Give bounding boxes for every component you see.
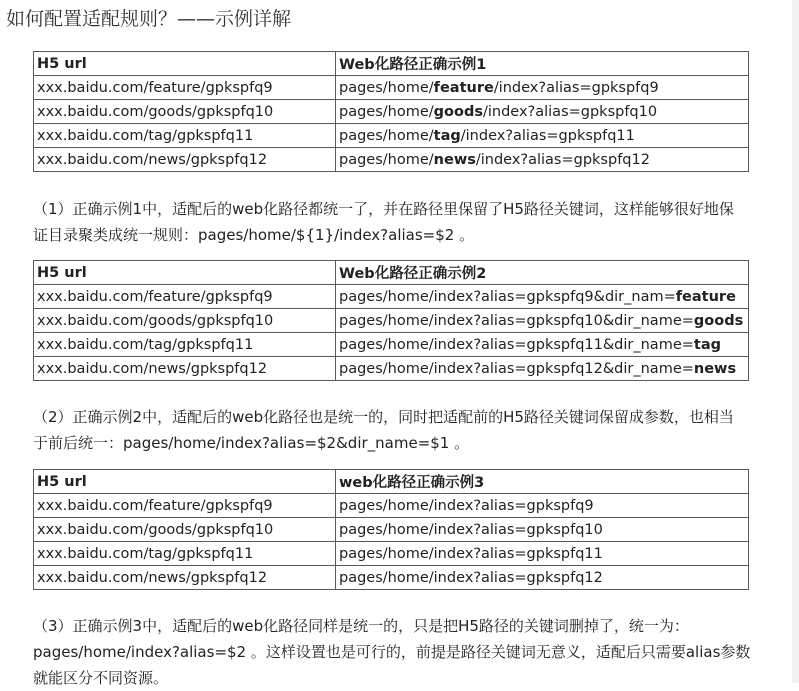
table-row [34, 566, 749, 590]
h5-url-cell: xxx.baidu.com/tag/gpkspfq11 [34, 542, 336, 566]
table-header-row [34, 470, 749, 494]
header-web-path: Web化路径正确示例1 [336, 52, 749, 76]
path-suffix: /index?alias=gpkspfq11 [460, 127, 635, 144]
web-path-cell [336, 285, 749, 309]
path-keyword: tag [693, 336, 721, 353]
page-title: 如何配置适配规则？——示例详解 [6, 8, 292, 30]
table-row [34, 333, 749, 357]
web-path-cell: pages/home/index?alias=gpkspfq11 [336, 542, 749, 566]
h5-url-cell: xxx.baidu.com/feature/gpkspfq9 [34, 76, 336, 100]
path-prefix: pages/home/ [339, 127, 434, 144]
path-suffix: /index?alias=gpkspfq9 [493, 79, 659, 96]
path-keyword: goods [693, 312, 744, 329]
web-path-cell: pages/home/index?alias=gpkspfq10 [336, 518, 749, 542]
h5-url-cell: xxx.baidu.com/news/gpkspfq12 [34, 566, 336, 590]
web-path-cell [336, 357, 749, 381]
paragraph-line: （2）正确示例2中，适配后的web化路径也是统一的，同时把适配前的H5路径关键词保留成参数，也相当 [33, 408, 734, 426]
web-path-cell [336, 309, 749, 333]
table-row [34, 76, 749, 100]
h5-url-cell: xxx.baidu.com/tag/gpkspfq11 [34, 124, 336, 148]
path-suffix: /index?alias=gpkspfq12 [475, 151, 650, 168]
paragraph-line: 证目录聚类成统一规则：pages/home/${1}/index?alias=$2 。 [33, 226, 475, 244]
header-h5-url: H5 url [34, 470, 336, 494]
path-prefix: pages/home/index?alias=gpkspfq10&dir_name= [339, 312, 694, 329]
path-keyword: feature [675, 288, 736, 305]
path-prefix: pages/home/ [339, 79, 434, 96]
path-prefix: pages/home/index?alias=gpkspfq12&dir_name= [339, 360, 694, 377]
h5-url-cell: xxx.baidu.com/goods/gpkspfq10 [34, 100, 336, 124]
web-path-cell [336, 76, 749, 100]
path-keyword: feature [433, 79, 494, 96]
h5-url-cell: xxx.baidu.com/goods/gpkspfq10 [34, 518, 336, 542]
paragraph-line: 于前后统一：pages/home/index?alias=$2&dir_name=$1 。 [33, 434, 470, 452]
table-header-row [34, 52, 749, 76]
path-prefix: pages/home/ [339, 151, 434, 168]
web-path-cell [336, 148, 749, 172]
path-keyword: news [433, 151, 476, 168]
explanation-paragraph-3 [33, 613, 793, 691]
h5-url-cell: xxx.baidu.com/feature/gpkspfq9 [34, 494, 336, 518]
paragraph-line: pages/home/index?alias=$2 。这样设置也是可行的，前提是路径关键词无意义，适配后只需要alias参数 [33, 643, 751, 661]
path-keyword: goods [433, 103, 483, 120]
table-row [34, 542, 749, 566]
h5-url-cell: xxx.baidu.com/feature/gpkspfq9 [34, 285, 336, 309]
h5-url-cell: xxx.baidu.com/goods/gpkspfq10 [34, 309, 336, 333]
table-row [34, 100, 749, 124]
h5-url-cell: xxx.baidu.com/news/gpkspfq12 [34, 148, 336, 172]
scrollbar-track[interactable] [792, 0, 799, 683]
path-prefix: pages/home/index?alias=gpkspfq11&dir_name= [339, 336, 694, 353]
h5-url-cell: xxx.baidu.com/tag/gpkspfq11 [34, 333, 336, 357]
web-path-cell: pages/home/index?alias=gpkspfq9 [336, 494, 749, 518]
example-table-2 [33, 260, 749, 381]
header-h5-url: H5 url [34, 52, 336, 76]
path-prefix: pages/home/ [339, 103, 434, 120]
web-path-cell: pages/home/index?alias=gpkspfq12 [336, 566, 749, 590]
path-keyword: news [693, 360, 737, 377]
explanation-paragraph-2 [33, 404, 793, 456]
path-keyword: tag [433, 127, 461, 144]
path-suffix: /index?alias=gpkspfq10 [482, 103, 658, 120]
table-row [34, 494, 749, 518]
table-row [34, 309, 749, 333]
table-row [34, 357, 749, 381]
example-table-1 [33, 51, 749, 172]
example-table-3 [33, 469, 749, 590]
h5-url-cell: xxx.baidu.com/news/gpkspfq12 [34, 357, 336, 381]
table-row [34, 124, 749, 148]
table-header-row [34, 261, 749, 285]
web-path-cell [336, 100, 749, 124]
web-path-cell [336, 124, 749, 148]
paragraph-line: （3）正确示例3中，适配后的web化路径同样是统一的，只是把H5路径的关键词删掉了，统一为： [33, 617, 689, 635]
header-web-path: Web化路径正确示例2 [336, 261, 749, 285]
path-prefix: pages/home/index?alias=gpkspfq9&dir_nam= [339, 288, 676, 305]
header-h5-url: H5 url [34, 261, 336, 285]
header-web-path: web化路径正确示例3 [336, 470, 749, 494]
table-row [34, 518, 749, 542]
table-row [34, 148, 749, 172]
table-row [34, 285, 749, 309]
paragraph-line: （1）正确示例1中，适配后的web化路径都统一了，并在路径里保留了H5路径关键词，这样能够很好地保 [33, 200, 734, 218]
explanation-paragraph-1 [33, 196, 793, 248]
web-path-cell [336, 333, 749, 357]
paragraph-line: 就能区分不同资源。 [33, 669, 169, 687]
